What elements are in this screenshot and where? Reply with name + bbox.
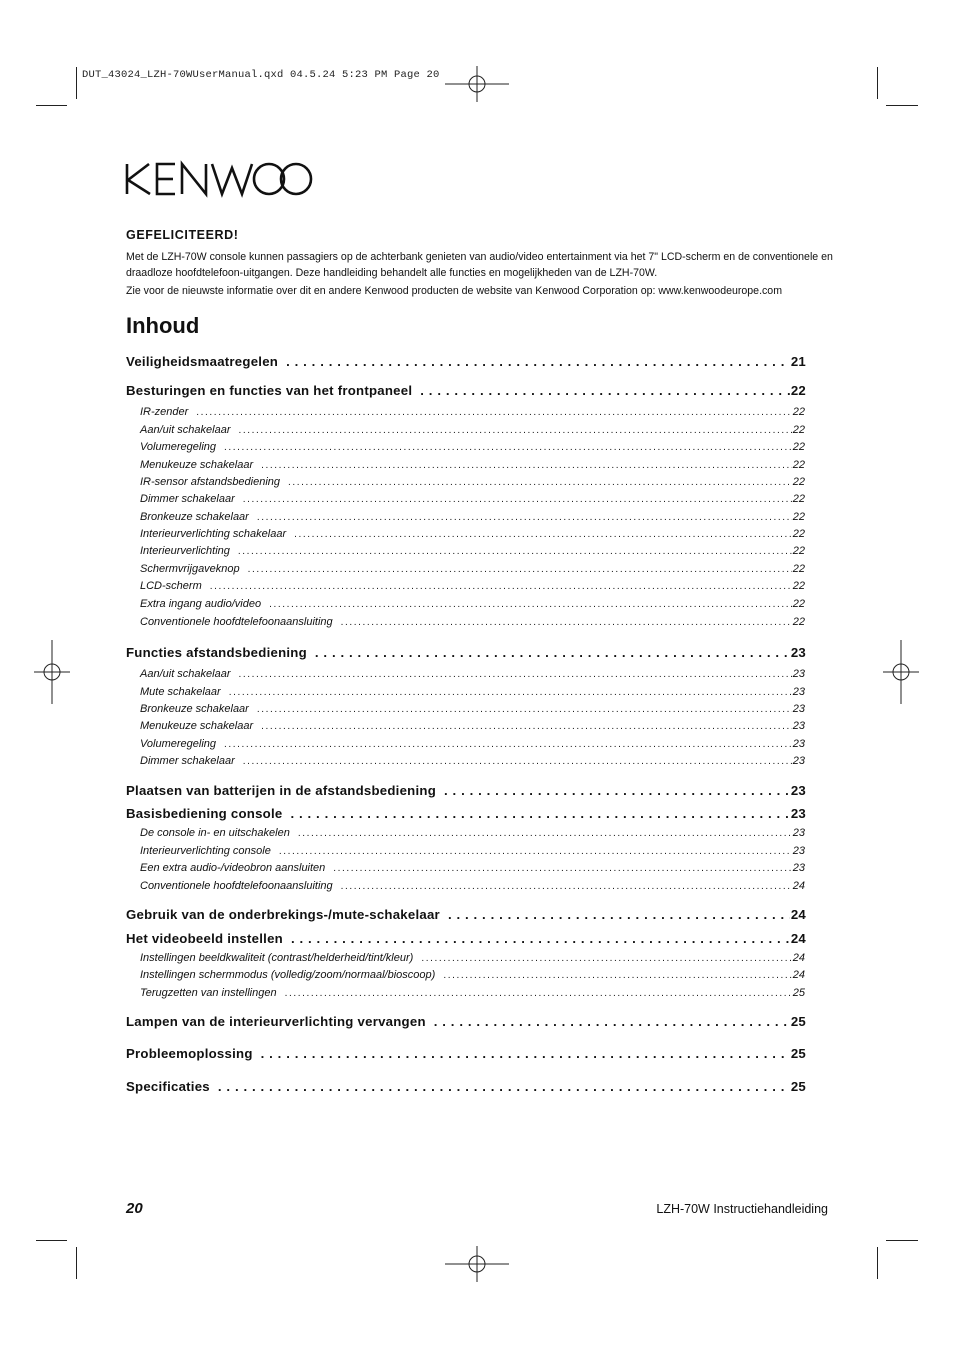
registration-mark-icon bbox=[20, 640, 84, 704]
dot-leader bbox=[286, 354, 790, 369]
dot-leader bbox=[285, 987, 792, 999]
dot-leader bbox=[444, 783, 790, 798]
toc-section-entry[interactable] bbox=[126, 1014, 806, 1029]
toc-entry-label: Besturingen en functies van het frontpaneel bbox=[126, 383, 413, 398]
dot-leader bbox=[239, 668, 792, 680]
toc-entry-page: 24 bbox=[792, 969, 805, 981]
crop-mark bbox=[886, 1240, 918, 1241]
toc-entry-label: De console in- en uitschakelen bbox=[140, 827, 290, 839]
toc-entry-label: IR-zender bbox=[140, 406, 189, 418]
toc-section-entry[interactable] bbox=[126, 1079, 806, 1094]
toc-subentry[interactable] bbox=[140, 827, 805, 839]
toc-entry-page: 25 bbox=[790, 1046, 806, 1061]
toc-entry-label: Extra ingang audio/video bbox=[140, 598, 262, 610]
toc-subentry[interactable] bbox=[140, 845, 805, 857]
toc-subentry[interactable] bbox=[140, 580, 805, 592]
dot-leader bbox=[229, 686, 792, 698]
toc-entry-page: 22 bbox=[792, 493, 805, 505]
toc-entry-page: 22 bbox=[790, 383, 806, 398]
toc-entry-page: 22 bbox=[792, 528, 805, 540]
toc-entry-page: 22 bbox=[792, 563, 805, 575]
toc-entry-page: 23 bbox=[792, 862, 805, 874]
crop-mark bbox=[36, 1240, 67, 1241]
toc-entry-label: Functies afstandsbediening bbox=[126, 645, 307, 660]
registration-mark-icon bbox=[445, 52, 509, 116]
toc-entry-page: 24 bbox=[792, 952, 805, 964]
dot-leader bbox=[290, 806, 789, 821]
toc-subentry[interactable] bbox=[140, 476, 805, 488]
intro-text bbox=[126, 249, 836, 299]
dot-leader bbox=[434, 1014, 790, 1029]
toc-entry-label: Basisbediening console bbox=[126, 806, 283, 821]
toc-subentry[interactable] bbox=[140, 862, 805, 874]
toc-entry-page: 22 bbox=[792, 406, 805, 418]
crop-mark bbox=[36, 105, 67, 106]
toc-entry-page: 22 bbox=[792, 616, 805, 628]
toc-entry-label: Gebruik van de onderbrekings-/mute-schakelaar bbox=[126, 907, 440, 922]
toc-entry-page: 22 bbox=[792, 441, 805, 453]
toc-entry-label: Probleemoplossing bbox=[126, 1046, 253, 1061]
toc-entry-page: 23 bbox=[792, 668, 805, 680]
crop-mark bbox=[877, 1247, 878, 1279]
toc-entry-label: Conventionele hoofdtelefoonaansluiting bbox=[140, 616, 333, 628]
toc-subentry[interactable] bbox=[140, 880, 805, 892]
toc-subentry[interactable] bbox=[140, 406, 805, 418]
dot-leader bbox=[218, 1079, 790, 1094]
toc-subentry[interactable] bbox=[140, 424, 805, 436]
dot-leader bbox=[224, 441, 792, 453]
dot-leader bbox=[315, 645, 790, 660]
dot-leader bbox=[341, 880, 792, 892]
toc-subentry[interactable] bbox=[140, 969, 805, 981]
toc-entry-page: 22 bbox=[792, 459, 805, 471]
manual-title: LZH-70W Instructiehandleiding bbox=[656, 1202, 828, 1216]
toc-entry-page: 25 bbox=[790, 1079, 806, 1094]
toc-subentry[interactable] bbox=[140, 563, 805, 575]
toc-section-entry[interactable] bbox=[126, 931, 806, 946]
print-slug-line: DUT_43024_LZH-70WUserManual.qxd 04.5.24 5:23 PM Page 20 bbox=[82, 69, 440, 81]
toc-entry-label: Dimmer schakelaar bbox=[140, 755, 235, 767]
toc-entry-page: 24 bbox=[792, 880, 805, 892]
toc-entry-label: Dimmer schakelaar bbox=[140, 493, 235, 505]
toc-subentry[interactable] bbox=[140, 668, 805, 680]
dot-leader bbox=[243, 493, 792, 505]
toc-subentry[interactable] bbox=[140, 528, 805, 540]
toc-subentry[interactable] bbox=[140, 987, 805, 999]
intro-paragraph: Met de LZH-70W console kunnen passagiers op de achterbank genieten van audio/video entertainment via het 7" LCD-scherm en de conventionele en draadloze hoofdtelefoon-uitgangen. Deze handleiding behandelt alle functies en mogelijkheden van de LZH-70W. bbox=[126, 251, 833, 280]
dot-leader bbox=[333, 862, 791, 874]
toc-entry-label: Interieurverlichting bbox=[140, 545, 230, 557]
dot-leader bbox=[257, 703, 792, 715]
toc-entry-label: Volumeregeling bbox=[140, 738, 217, 750]
toc-entry-page: 23 bbox=[792, 686, 805, 698]
toc-entry-page: 24 bbox=[790, 931, 806, 946]
toc-section-entry[interactable] bbox=[126, 907, 806, 922]
toc-entry-label: Bronkeuze schakelaar bbox=[140, 511, 249, 523]
dot-leader bbox=[421, 952, 791, 964]
crop-mark bbox=[76, 67, 77, 99]
toc-entry-page: 22 bbox=[792, 476, 805, 488]
toc-entry-page: 22 bbox=[792, 545, 805, 557]
toc-entry-page: 23 bbox=[792, 827, 805, 839]
toc-entry-page: 25 bbox=[792, 987, 805, 999]
toc-subentry[interactable] bbox=[140, 441, 805, 453]
dot-leader bbox=[443, 969, 791, 981]
toc-entry-page: 23 bbox=[790, 645, 806, 660]
toc-entry-label: Menukeuze schakelaar bbox=[140, 720, 254, 732]
toc-entry-label: Schermvrijgaveknop bbox=[140, 563, 240, 575]
toc-section-entry[interactable] bbox=[126, 354, 806, 369]
dot-leader bbox=[288, 476, 792, 488]
toc-entry-label: Instellingen schermmodus (volledig/zoom/normaal/bioscoop) bbox=[140, 969, 436, 981]
toc-subentry[interactable] bbox=[140, 952, 805, 964]
toc-entry-label: Een extra audio-/videobron aansluiten bbox=[140, 862, 326, 874]
toc-entry-label: Interieurverlichting console bbox=[140, 845, 271, 857]
dot-leader bbox=[420, 383, 790, 398]
toc-entry-label: Menukeuze schakelaar bbox=[140, 459, 254, 471]
dot-leader bbox=[269, 598, 792, 610]
toc-subentry[interactable] bbox=[140, 545, 805, 557]
dot-leader bbox=[248, 563, 792, 575]
dot-leader bbox=[239, 424, 792, 436]
toc-entry-label: Het videobeeld instellen bbox=[126, 931, 283, 946]
crop-mark bbox=[76, 1247, 77, 1279]
page-number: 20 bbox=[126, 1200, 143, 1217]
toc-subentry[interactable] bbox=[140, 493, 805, 505]
toc-entry-label: Veiligheidsmaatregelen bbox=[126, 354, 279, 369]
toc-section-entry[interactable] bbox=[126, 383, 806, 398]
dot-leader bbox=[291, 931, 790, 946]
toc-subentry[interactable] bbox=[140, 720, 805, 732]
toc-subentry[interactable] bbox=[140, 459, 805, 471]
dot-leader bbox=[238, 545, 792, 557]
registration-mark-icon bbox=[445, 1232, 509, 1296]
dot-leader bbox=[261, 459, 792, 471]
dot-leader bbox=[261, 720, 792, 732]
toc-entry-page: 23 bbox=[792, 738, 805, 750]
toc-subentry[interactable] bbox=[140, 616, 805, 628]
toc-subentry[interactable] bbox=[140, 755, 805, 767]
dot-leader bbox=[448, 907, 790, 922]
toc-entry-page: 21 bbox=[790, 354, 806, 369]
toc-section-entry[interactable] bbox=[126, 783, 806, 798]
toc-subentry[interactable] bbox=[140, 511, 805, 523]
registration-mark-icon bbox=[869, 640, 933, 704]
dot-leader bbox=[210, 580, 792, 592]
toc-section-entry[interactable] bbox=[126, 806, 806, 821]
toc-entry-label: Conventionele hoofdtelefoonaansluiting bbox=[140, 880, 333, 892]
toc-subentry[interactable] bbox=[140, 738, 805, 750]
dot-leader bbox=[341, 616, 792, 628]
toc-entry-label: Interieurverlichting schakelaar bbox=[140, 528, 287, 540]
toc-entry-page: 22 bbox=[792, 598, 805, 610]
toc-entry-label: Plaatsen van batterijen in de afstandsbediening bbox=[126, 783, 437, 798]
toc-subentry[interactable] bbox=[140, 598, 805, 610]
dot-leader bbox=[279, 845, 792, 857]
toc-subentry[interactable] bbox=[140, 703, 805, 715]
toc-entry-label: Specificaties bbox=[126, 1079, 210, 1094]
dot-leader bbox=[196, 406, 791, 418]
dot-leader bbox=[224, 738, 792, 750]
toc-entry-page: 23 bbox=[790, 783, 806, 798]
toc-entry-page: 23 bbox=[790, 806, 806, 821]
toc-entry-page: 22 bbox=[792, 580, 805, 592]
toc-entry-label: Instellingen beeldkwaliteit (contrast/helderheid/tint/kleur) bbox=[140, 952, 414, 964]
toc-entry-page: 24 bbox=[790, 907, 806, 922]
toc-entry-page: 23 bbox=[792, 845, 805, 857]
dot-leader bbox=[294, 528, 792, 540]
toc-entry-label: LCD-scherm bbox=[140, 580, 202, 592]
toc-entry-label: Terugzetten van instellingen bbox=[140, 987, 277, 999]
toc-entry-page: 25 bbox=[790, 1014, 806, 1029]
toc-entry-label: Mute schakelaar bbox=[140, 686, 221, 698]
toc-entry-label: Lampen van de interieurverlichting vervangen bbox=[126, 1014, 426, 1029]
toc-subentry[interactable] bbox=[140, 686, 805, 698]
toc-entry-label: Aan/uit schakelaar bbox=[140, 668, 231, 680]
toc-entry-page: 23 bbox=[792, 720, 805, 732]
toc-section-entry[interactable] bbox=[126, 645, 806, 660]
toc-entry-label: IR-sensor afstandsbediening bbox=[140, 476, 281, 488]
toc-entry-label: Volumeregeling bbox=[140, 441, 217, 453]
toc-entry-page: 23 bbox=[792, 703, 805, 715]
toc-entry-page: 22 bbox=[792, 424, 805, 436]
toc-entry-label: Bronkeuze schakelaar bbox=[140, 703, 249, 715]
toc-title: Inhoud bbox=[126, 313, 200, 338]
toc-section-entry[interactable] bbox=[126, 1046, 806, 1061]
toc-entry-label: Aan/uit schakelaar bbox=[140, 424, 231, 436]
dot-leader bbox=[298, 827, 792, 839]
crop-mark bbox=[877, 67, 878, 99]
dot-leader bbox=[243, 755, 792, 767]
intro-paragraph: Zie voor de nieuwste informatie over dit en andere Kenwood producten de website van Kenwood Corporation op: www.kenwoodeurope.com bbox=[126, 284, 783, 297]
toc-entry-page: 22 bbox=[792, 511, 805, 523]
crop-mark bbox=[886, 105, 918, 106]
dot-leader bbox=[261, 1046, 790, 1061]
dot-leader bbox=[257, 511, 792, 523]
kenwood-logo bbox=[124, 160, 322, 198]
toc-entry-page: 23 bbox=[792, 755, 805, 767]
intro-heading: GEFELICITEERD! bbox=[126, 228, 239, 242]
